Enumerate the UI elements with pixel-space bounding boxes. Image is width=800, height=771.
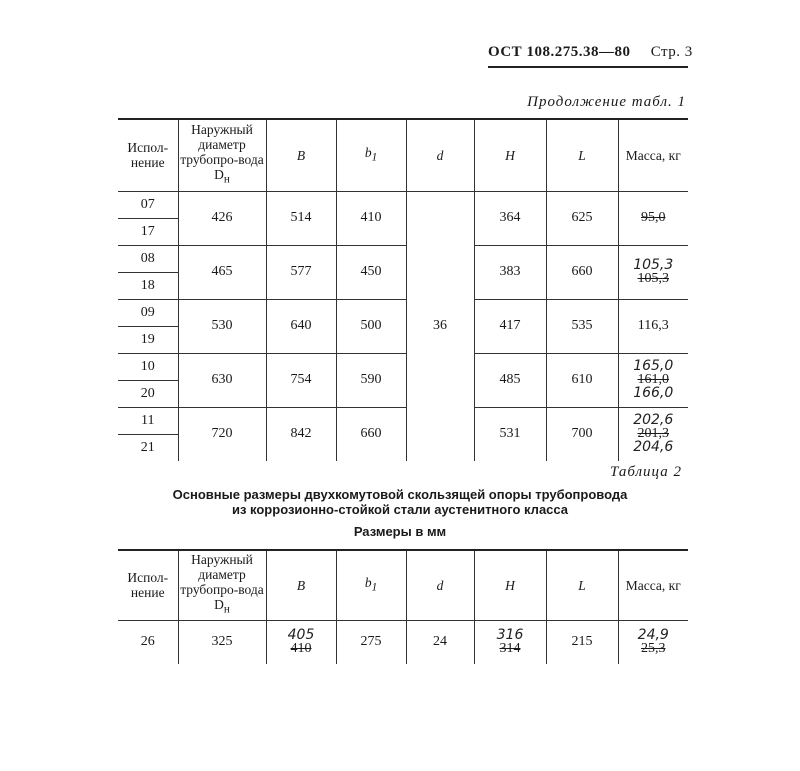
table1-header-row bbox=[118, 119, 688, 191]
diameter-cell: 720 bbox=[178, 407, 266, 461]
diameter-cell: 630 bbox=[178, 353, 266, 407]
variant-a: 07 bbox=[118, 191, 178, 218]
b1-cell: 660 bbox=[336, 407, 406, 461]
L-cell: 535 bbox=[546, 299, 618, 353]
variant-b: 19 bbox=[140, 331, 155, 347]
col-diameter-label: Наружный диаметр трубопро-вода D bbox=[180, 122, 264, 183]
b1-cell: 450 bbox=[336, 245, 406, 299]
page-number: Стр. 3 bbox=[650, 44, 693, 60]
mass-handwritten: 105,3 bbox=[633, 256, 674, 273]
col-variant bbox=[118, 119, 178, 191]
variant-a: 09 bbox=[118, 299, 178, 326]
mass-struck: 161,0 bbox=[637, 372, 669, 387]
t2-col-diameter-sub: н bbox=[223, 604, 230, 617]
mass-cell bbox=[618, 191, 688, 245]
col-mass: Масса, кг bbox=[618, 119, 688, 191]
mass-cell bbox=[618, 245, 688, 299]
diameter-cell: 465 bbox=[178, 245, 266, 299]
header-rule bbox=[488, 66, 688, 68]
table2-label: Таблица 2 bbox=[610, 464, 682, 480]
table1-row bbox=[118, 407, 688, 434]
t2-H-cell bbox=[474, 620, 546, 664]
B-cell: 640 bbox=[266, 299, 336, 353]
document-header bbox=[488, 44, 693, 61]
variant-b: 17 bbox=[140, 223, 155, 239]
L-cell: 625 bbox=[546, 191, 618, 245]
t2-H-struck: 314 bbox=[499, 640, 521, 656]
H-cell: 417 bbox=[474, 299, 546, 353]
table2-units: Размеры в мм bbox=[353, 524, 447, 539]
H-cell: 364 bbox=[474, 191, 546, 245]
col-diameter-sub: н bbox=[223, 174, 230, 187]
variant-b: 21 bbox=[140, 439, 155, 455]
H-cell: 531 bbox=[474, 407, 546, 461]
t2-col-L: L bbox=[546, 550, 618, 620]
t2-mass-handwritten: 24,9 bbox=[637, 626, 669, 643]
col-variant-label: Испол-нение bbox=[127, 140, 169, 171]
t2-H-handwritten: 316 bbox=[496, 626, 524, 643]
t2-variant: 26 bbox=[140, 634, 155, 650]
d-cell: 36 bbox=[406, 191, 474, 461]
mass-handwritten: 204,6 bbox=[633, 439, 674, 455]
t2-col-b1-label: b bbox=[364, 574, 372, 590]
table1-body bbox=[118, 191, 688, 461]
L-cell: 610 bbox=[546, 353, 618, 407]
col-b1-label: b bbox=[364, 144, 372, 160]
t2-col-H: H bbox=[474, 550, 546, 620]
mass-cell bbox=[618, 353, 688, 407]
table2-title-line2: из коррозионно-стойкой стали аустенитного класса bbox=[231, 502, 569, 517]
mass-value: 116,3 bbox=[637, 318, 669, 333]
table1-row bbox=[118, 245, 688, 272]
t2-B-struck: 410 bbox=[290, 640, 312, 656]
mass-handwritten: 166,0 bbox=[633, 385, 674, 401]
B-cell: 842 bbox=[266, 407, 336, 461]
mass-cell bbox=[618, 407, 688, 461]
table2-header-row bbox=[118, 550, 688, 620]
table1-row bbox=[118, 353, 688, 380]
t2-B-cell bbox=[266, 620, 336, 664]
t2-mass-cell bbox=[618, 620, 688, 664]
mass-struck: 95,0 bbox=[641, 210, 666, 225]
B-cell: 514 bbox=[266, 191, 336, 245]
b1-cell: 410 bbox=[336, 191, 406, 245]
col-b1 bbox=[336, 119, 406, 191]
t2-col-b1-sub: 1 bbox=[371, 581, 378, 594]
L-cell: 660 bbox=[546, 245, 618, 299]
H-cell: 485 bbox=[474, 353, 546, 407]
diameter-cell: 530 bbox=[178, 299, 266, 353]
col-H: H bbox=[474, 119, 546, 191]
mass-handwritten: 165,0 bbox=[633, 358, 674, 374]
t2-col-variant: Испол-нение bbox=[127, 570, 169, 601]
table1-row bbox=[118, 191, 688, 218]
variant-b: 18 bbox=[140, 277, 155, 293]
table1 bbox=[118, 118, 688, 461]
t2-B-handwritten: 405 bbox=[287, 626, 315, 643]
variant-b: 20 bbox=[140, 385, 155, 401]
mass-cell bbox=[618, 299, 688, 353]
b1-cell: 590 bbox=[336, 353, 406, 407]
B-cell: 754 bbox=[266, 353, 336, 407]
mass-struck: 105,3 bbox=[637, 270, 669, 286]
b1-cell: 500 bbox=[336, 299, 406, 353]
variant-a: 08 bbox=[118, 245, 178, 272]
table1-continuation-label: Продолжение табл. 1 bbox=[527, 94, 686, 110]
col-d: d bbox=[406, 119, 474, 191]
t2-diameter: 325 bbox=[178, 620, 266, 664]
variant-a: 11 bbox=[118, 407, 178, 434]
diameter-cell: 426 bbox=[178, 191, 266, 245]
col-diameter bbox=[178, 119, 266, 191]
variant-a: 10 bbox=[118, 353, 178, 380]
table2 bbox=[118, 549, 688, 664]
mass-handwritten: 202,6 bbox=[633, 412, 674, 428]
table1-row bbox=[118, 299, 688, 326]
table2-title-line1: Основные размеры двухкомутовой скользящей опоры трубопровода bbox=[172, 487, 628, 502]
col-b1-sub: 1 bbox=[371, 151, 378, 164]
doc-code: ОСТ 108.275.38—80 bbox=[488, 44, 631, 60]
col-L: L bbox=[546, 119, 618, 191]
B-cell: 577 bbox=[266, 245, 336, 299]
t2-col-d: d bbox=[406, 550, 474, 620]
L-cell: 700 bbox=[546, 407, 618, 461]
t2-col-B: B bbox=[266, 550, 336, 620]
t2-col-mass: Масса, кг bbox=[618, 550, 688, 620]
t2-col-b1 bbox=[336, 550, 406, 620]
mass-struck: 201,3 bbox=[637, 426, 669, 441]
H-cell: 383 bbox=[474, 245, 546, 299]
t2-col-diameter bbox=[178, 550, 266, 620]
t2-L: 215 bbox=[546, 620, 618, 664]
t2-b1: 275 bbox=[336, 620, 406, 664]
t2-d: 24 bbox=[406, 620, 474, 664]
t2-col-diameter-label: Наружный диаметр трубопро-вода D bbox=[180, 552, 264, 613]
t2-mass-struck: 25,3 bbox=[641, 640, 666, 656]
table2-row bbox=[118, 620, 688, 664]
col-B: B bbox=[266, 119, 336, 191]
